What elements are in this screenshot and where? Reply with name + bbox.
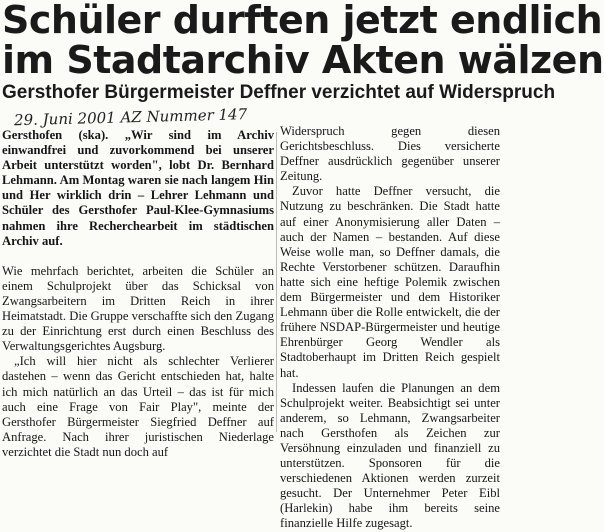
body-paragraph-3: Widerspruch gegen diesen Gerichtsbeschluss. Dies versicherte Deffner ausdrücklich gegenüber unserer Zeitung.	[280, 124, 500, 184]
handwritten-note: 29. Juni 2001 AZ Nummer 147	[13, 105, 248, 130]
body-paragraph-2: „Ich will hier nicht als schlechter Verlierer dastehen – wenn das Gericht entschieden hat, halte ich mich natürlich an das Urteil – das ist für mich auch eine Frage von Fair Play", meinte der Gersthofer Bürgermeister Siegfried Deffner auf Anfrage. Nach ihrer juristischen Niederlage verzichtet die Stadt nun doch auf	[2, 354, 274, 459]
lead-text: „Wir sind im Archiv einwandfrei und zuvorkommend bei unserer Arbeit unterstützt worden", lobt Dr. Bernhard Lehmann. Am Montag waren sie nach langem Hin und Her wirklich drin – Lehrer Lehmann und Schüler des Gersthofer Paul-Klee-Gymnasiums nahmen ihre Recherchearbeit im städtischen Archiv auf.	[2, 128, 274, 248]
headline-line-1: Schüler durften jetzt endlich	[2, 0, 603, 42]
body-paragraph-4: Zuvor hatte Deffner versucht, die Nutzung zu beschränken. Die Stadt hatte auf einer Anonymisierung aller Daten – auch der Namen – bestanden. Auf diese Weise wolle man, so Deffner damals, die Rechte Verstorbener schützen. Daraufhin hatte sich eine heftige Polemik zwischen dem Bürgermeister und dem Historiker Lehmann über die Rolle entwickelt, die der frühere NSDAP-Bürgermeister und heutige Ehrenbürger Georg Wendler als Stadtoberhaupt im Dritten Reich gespielt hat.	[280, 184, 500, 380]
body-paragraph-5: Indessen laufen die Planungen an dem Schulprojekt weiter. Beabsichtigt sei unter anderem, so Lehmann, Zwangsarbeiter nach Gersthofen als Zeichen zur Versöhnung einzuladen und finanziell zu unterstützen. Sponsoren für die verschiedenen Aktionen werden zurzeit gesucht. Der Unternehmer Peter Eibl (Harlekin) habe ihm bereits seine finanzielle Hilfe zugesagt.	[280, 380, 500, 531]
column-divider	[276, 132, 277, 432]
lead-paragraph	[2, 128, 274, 249]
subtitle: Gersthofer Bürgermeister Deffner verzichtet auf Widerspruch	[2, 82, 556, 103]
right-column	[280, 124, 500, 532]
headline-line-2: im Stadtarchiv Akten wälzen	[2, 38, 604, 82]
left-column	[2, 128, 274, 460]
dateline: Gersthofen (ska).	[2, 128, 109, 142]
body-paragraph-1: Wie mehrfach berichtet, arbeiten die Schüler an einem Schulprojekt über das Schicksal von Zwangsarbeitern im Dritten Reich in ihrer Heimatstadt. Die Gruppe verschaffte sich den Zugang zu der Einrichtung erst durch einen Beschluss des Verwaltungsgerichtes Augsburg.	[2, 263, 274, 354]
